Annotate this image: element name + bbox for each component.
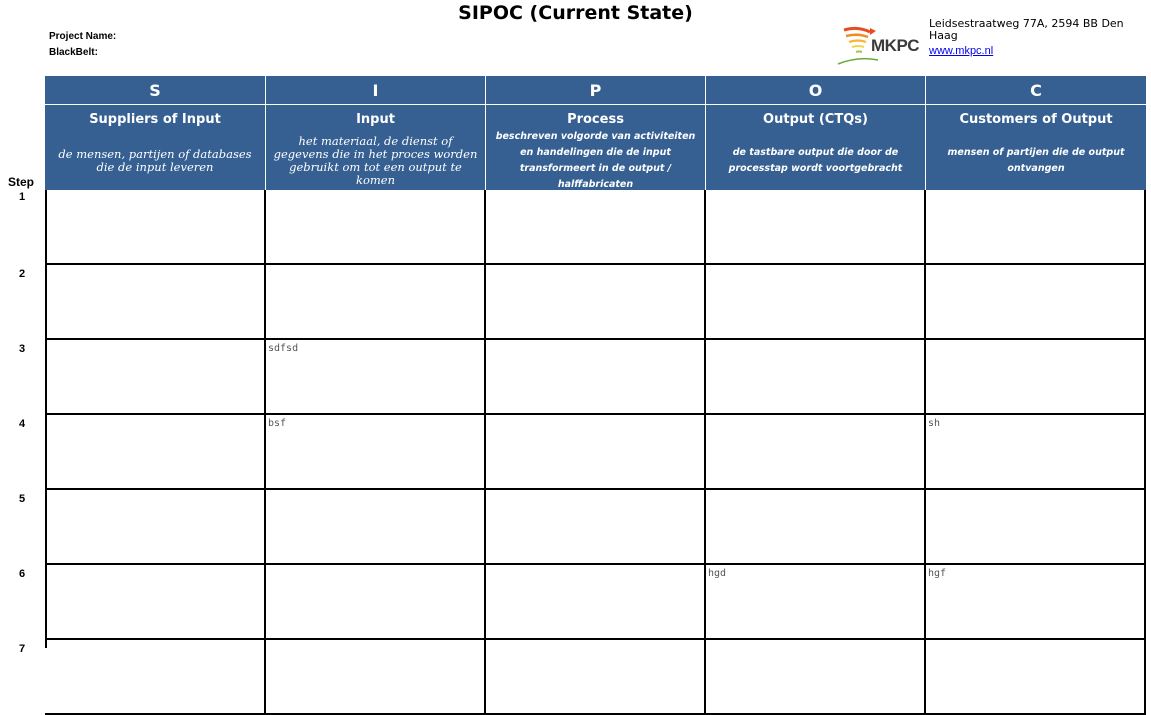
step-number: 2 — [19, 268, 26, 280]
step-number: 5 — [19, 493, 26, 505]
column-letter: P — [486, 76, 705, 105]
column-header-input — [266, 76, 486, 190]
step-number: 7 — [19, 643, 26, 655]
grid-cell[interactable] — [486, 640, 706, 715]
column-description: de tastbare output die door de processtap wordt voortgebracht — [728, 147, 903, 174]
grid-cell[interactable] — [486, 490, 706, 565]
grid-cell[interactable] — [266, 265, 486, 340]
column-name: Input — [356, 112, 395, 127]
column-header-customers — [926, 76, 1146, 190]
grid-cell[interactable] — [45, 490, 266, 565]
column-header-suppliers — [45, 76, 266, 190]
step-number: 3 — [19, 343, 26, 355]
column-name: Customers of Output — [959, 112, 1113, 127]
grid-cell[interactable] — [486, 265, 706, 340]
grid-cell[interactable] — [266, 190, 486, 265]
column-header-output — [706, 76, 926, 190]
column-description: de mensen, partijen of databases die de input leveren — [58, 147, 252, 174]
grid-cell[interactable] — [706, 190, 926, 265]
company-logo-text: MKPC — [871, 36, 920, 55]
website-link[interactable]: www.mkpc.nl — [929, 45, 994, 57]
grid-cell[interactable] — [266, 490, 486, 565]
grid-cell[interactable] — [45, 565, 266, 640]
grid-cell[interactable] — [926, 490, 1146, 565]
grid-cell[interactable] — [926, 265, 1146, 340]
grid-cell[interactable] — [706, 265, 926, 340]
grid-cell[interactable] — [926, 340, 1146, 415]
column-letter: S — [45, 76, 265, 105]
column-description: mensen of partijen die de output ontvangen — [947, 147, 1125, 174]
column-letter: I — [266, 76, 485, 105]
column-description: het materiaal, de dienst of gegevens die in het proces worden gebruikt om tot een output te komen — [273, 134, 478, 187]
grid-cell[interactable] — [486, 565, 706, 640]
grid-cell[interactable]: sdfsd — [266, 340, 486, 415]
address-line: Haag — [929, 29, 958, 42]
blackbelt-label: BlackBelt: — [49, 47, 98, 58]
grid-cell[interactable] — [706, 340, 926, 415]
grid-cell[interactable]: hgf — [926, 565, 1146, 640]
grid-cell[interactable] — [706, 415, 926, 490]
grid-cell[interactable]: hgd — [706, 565, 926, 640]
grid-cell[interactable] — [45, 265, 266, 340]
grid-cell[interactable] — [486, 415, 706, 490]
grid-cell[interactable] — [45, 640, 266, 715]
column-letter: O — [706, 76, 925, 105]
step-number: 6 — [19, 568, 26, 580]
grid-cell[interactable] — [266, 565, 486, 640]
grid-cell[interactable] — [486, 190, 706, 265]
grid-cell[interactable]: sh — [926, 415, 1146, 490]
grid-cell[interactable] — [926, 640, 1146, 715]
column-name: Output (CTQs) — [763, 112, 868, 127]
column-name: Process — [567, 112, 624, 127]
column-header-process — [486, 76, 706, 190]
grid-cell[interactable] — [45, 190, 266, 265]
grid-cell[interactable]: bsf — [266, 415, 486, 490]
page-title: SIPOC (Current State) — [458, 2, 693, 24]
company-address — [929, 18, 1151, 42]
address-line: Leidsestraatweg 77A, 2594 BB Den — [929, 18, 1124, 30]
step-number: 4 — [19, 418, 26, 430]
step-number: 1 — [19, 191, 26, 203]
grid-cell[interactable] — [45, 415, 266, 490]
step-label: Step — [8, 175, 35, 189]
grid-cell[interactable] — [706, 640, 926, 715]
column-letter: C — [926, 76, 1146, 105]
grid-cell[interactable] — [45, 340, 266, 415]
grid-cell[interactable] — [486, 340, 706, 415]
column-name: Suppliers of Input — [89, 112, 221, 127]
grid-cell[interactable] — [266, 640, 486, 715]
grid-cell[interactable] — [706, 490, 926, 565]
column-description: beschreven volgorde van activiteiten en handelingen die de input transformeert in de output / halffabricaten — [495, 131, 696, 190]
grid-cell[interactable] — [926, 190, 1146, 265]
project-name-label: Project Name: — [49, 31, 117, 42]
